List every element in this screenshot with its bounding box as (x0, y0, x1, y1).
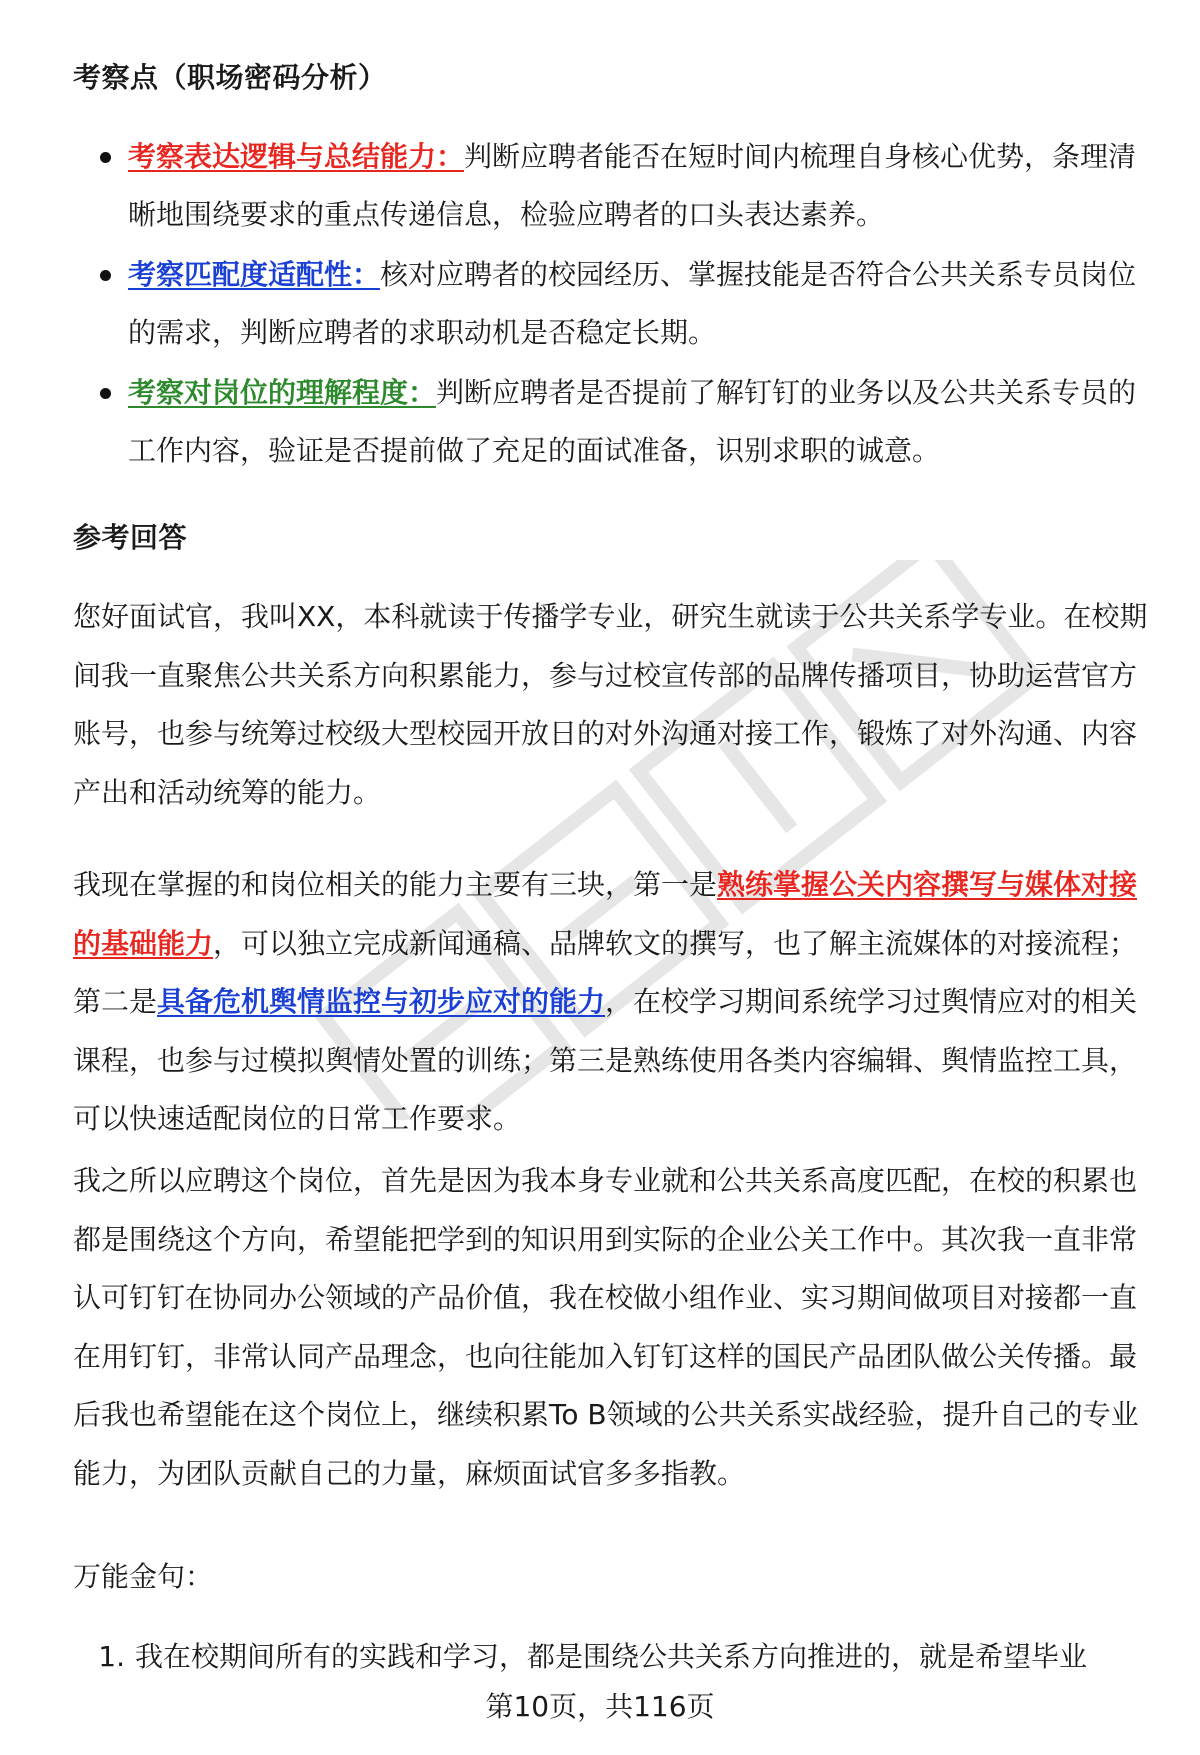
list-item (73, 364, 1153, 480)
list-item (73, 1628, 1153, 1686)
text-run: ，在校学习期间系统学习过舆情应对的相关课程，也参与过模拟舆情处置的训练；第三是熟练使用各类内容编辑、舆情监控工具，可以快速适配岗位的日常工作要求。 (73, 985, 1138, 1135)
answer-paragraph-skills (73, 856, 1153, 1149)
page-number: 第10页，共116页 (485, 1690, 715, 1723)
bullet-icon (100, 270, 111, 281)
bullet-icon (100, 152, 111, 163)
assessment-key: 考察匹配度适配性： (128, 258, 381, 291)
assessment-list (73, 128, 1153, 482)
assessment-text: 判断应聘者能否在短时间内梳理自身核心优势，条理清晰地围绕要求的重点传递信息，检验应聘者的口头表达素养。 (128, 140, 1137, 231)
assessment-key: 考察表达逻辑与总结能力： (128, 140, 465, 173)
list-item (73, 128, 1153, 244)
assessment-key: 考察对岗位的理解程度： (128, 376, 437, 409)
assessment-text: 判断应聘者是否提前了解钉钉的业务以及公共关系专员的工作内容，验证是否提前做了充足的面试准备，识别求职的诚意。 (128, 376, 1137, 467)
highlight-skill-1: 熟练掌握公关内容撰写与媒体对接的基础能力 (73, 868, 1138, 960)
assessment-text: 核对应聘者的校园经历、掌握技能是否符合公共关系专员岗位的需求，判断应聘者的求职动机是否稳定长期。 (128, 258, 1137, 349)
list-number: 1. (98, 1640, 125, 1673)
highlight-skill-2: 具备危机舆情监控与初步应对的能力 (157, 985, 606, 1018)
section-title-golden-phrases: 万能金句： (73, 1560, 214, 1593)
list-item (73, 246, 1153, 362)
answer-paragraph-motivation: 我之所以应聘这个岗位，首先是因为我本身专业就和公共关系高度匹配，在校的积累也都是围绕这个方向，希望能把学到的知识用到实际的企业公关工作中。其次我一直非常认可钉钉在协同办公领域的产品价值，我在校做小组作业、实习期间做项目对接都一直在用钉钉，非常认同产品理念，也向往能加入钉钉这样的国民产品团队做公关传播。最后我也希望能在这个岗位上，继续积累To B领域的公共关系实战经验，提升自己的专业能力，为团队贡献自己的力量，麻烦面试官多多指教。 (73, 1164, 1139, 1490)
golden-phrase-text: 我在校期间所有的实践和学习，都是围绕公共关系方向推进的，就是希望毕业 (135, 1640, 1088, 1673)
text-run: 我现在掌握的和岗位相关的能力主要有三块，第一是 (73, 868, 718, 901)
text-run: ，可以独立完成新闻通稿、品牌软文的撰写，也了解主流媒体的对接流程；第二是 (73, 926, 1138, 1018)
answer-paragraph-intro: 您好面试官，我叫XX，本科就读于传播学专业，研究生就读于公共关系学专业。在校期间我一直聚焦公共关系方向积累能力，参与过校宣传部的品牌传播项目，协助运营官方账号，也参与统筹过校级大型校园开放日的对外沟通对接工作，锻炼了对外沟通、内容产出和活动统筹的能力。 (73, 600, 1148, 809)
section-title-answer: 参考回答 (73, 521, 188, 554)
bullet-icon (100, 388, 111, 399)
golden-phrase-list (73, 1628, 1153, 1686)
section-title-assessment: 考察点（职场密码分析） (73, 61, 387, 94)
